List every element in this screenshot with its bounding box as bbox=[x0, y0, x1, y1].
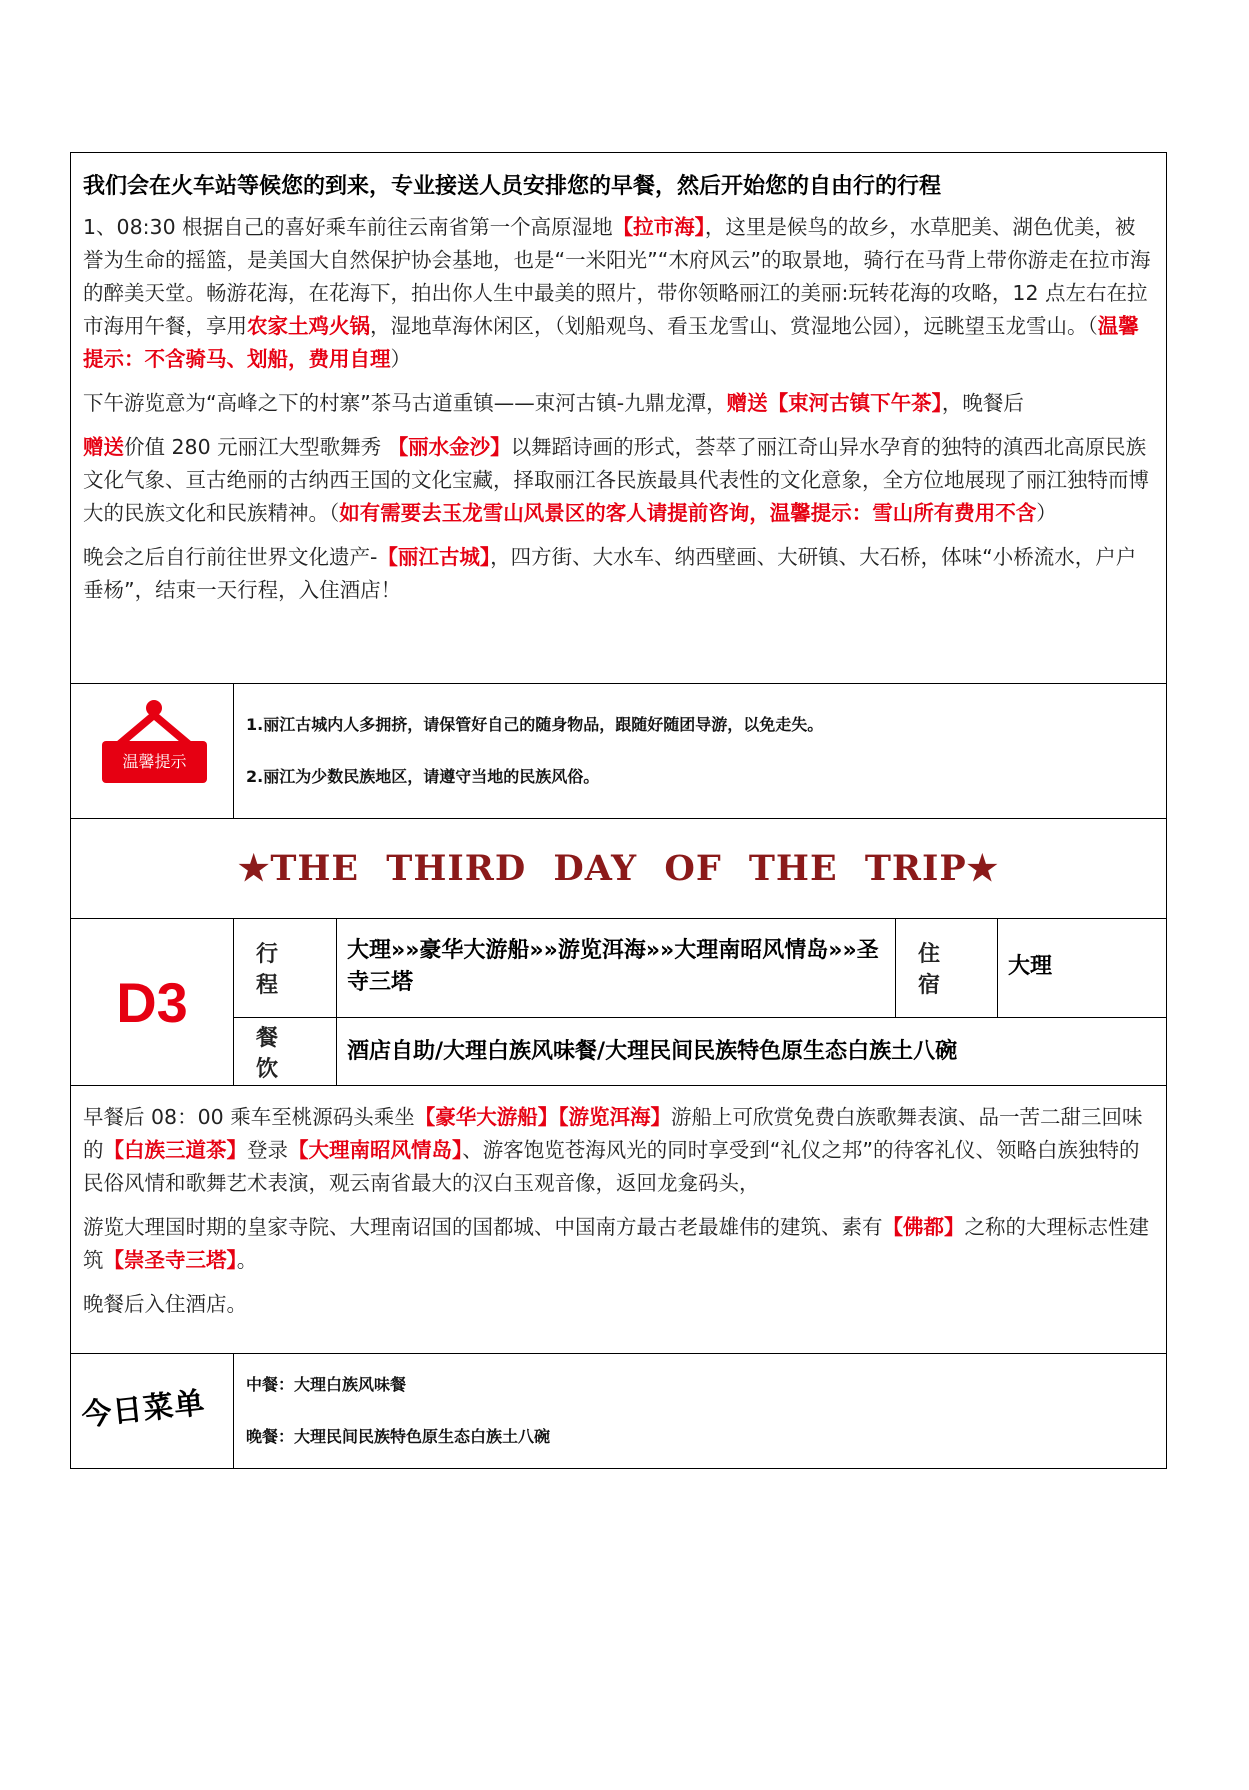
highlight-snow-mountain: 如有需要去玉龙雪山风景区的客人请提前咨询，温馨提示：雪山所有费用不含 bbox=[339, 501, 1037, 525]
meal-label: 餐饮 bbox=[234, 1018, 337, 1085]
highlight-island: 【大理南昭风情岛】 bbox=[288, 1138, 463, 1162]
itinerary-table bbox=[70, 152, 1167, 1469]
highlight-three-pagodas: 【崇圣寺三塔】 bbox=[103, 1248, 237, 1272]
menu-lunch: 中餐：大理白族风味餐 bbox=[246, 1375, 407, 1394]
schedule-details bbox=[234, 919, 1166, 1085]
highlight-tip: 温馨提示：不含骑马、划船，费用自理 bbox=[83, 314, 1139, 371]
menu-content bbox=[234, 1354, 1166, 1468]
schedule-table bbox=[71, 918, 1166, 1085]
day-number: D3 bbox=[116, 970, 188, 1034]
highlight-gift: 赠送 bbox=[83, 435, 124, 459]
desc-paragraph-2: 游览大理国时期的皇家寺院、大理南诏国的国都城、中国南方最古老最雄伟的建筑、素有【佛都】之称的大理标志性建筑【崇圣寺三塔】。 bbox=[83, 1215, 1149, 1272]
highlight-show: 【丽水金沙】 bbox=[387, 435, 511, 459]
stay-label: 住宿 bbox=[896, 919, 998, 1017]
menu-title: 今日菜单 bbox=[79, 1385, 207, 1434]
meal-row bbox=[234, 1018, 1166, 1085]
tips-content bbox=[234, 684, 1166, 818]
highlight-old-town: 【丽江古城】 bbox=[377, 545, 491, 569]
tip-line-1: 1.丽江古城内人多拥挤，请保管好自己的随身物品，跟随好随团导游，以免走失。 bbox=[246, 715, 824, 734]
menu-dinner: 晚餐：大理民间民族特色原生态白族土八碗 bbox=[246, 1427, 551, 1446]
desc-paragraph-3: 晚餐后入住酒店。 bbox=[83, 1292, 247, 1316]
banner-title: ★THE THIRD DAY OF THE TRIP★ bbox=[237, 848, 1000, 889]
intro-paragraph-1: 1、08:30 根据自己的喜好乘车前往云南省第一个高原湿地【拉市海】，这里是候鸟的故乡，水草肥美、湖色优美，被誉为生命的摇篮，是美国大自然保护协会基地，也是“一米阳光”“木府风云”的取景地，骑行在马背上带你游走在拉市海的醉美天堂。畅游花海，在花海下，拍出你人生中最美的照片，带你领略丽江的美丽:玩转花海的攻略，12 点左右在拉市海用午餐，享用农家土鸡火锅，湿地草海休闲区，（划船观鸟、看玉龙雪山、赏湿地公园），远眺望玉龙雪山。（温馨提示：不含骑马、划船，费用自理） bbox=[83, 215, 1151, 371]
warm-tip-sign-icon bbox=[71, 684, 234, 818]
day-number-cell bbox=[71, 919, 234, 1085]
menu-section bbox=[71, 1353, 1166, 1468]
menu-title-cell bbox=[71, 1354, 234, 1468]
desc-paragraph-1: 早餐后 08：00 乘车至桃源码头乘坐【豪华大游船】【游览洱海】游船上可欣赏免费白族歌舞表演、品一苦二甜三回味的【白族三道茶】登录【大理南昭风情岛】、游客饱览苍海风光的同时享受到“礼仪之邦”的待客礼仪、领略白族独特的民俗风情和歌舞艺术表演，观云南省最大的汉白玉观音像，返回龙龛码头， bbox=[83, 1105, 1143, 1195]
intro-paragraph-2: 下午游览意为“高峰之下的村寨”茶马古道重镇——束河古镇-九鼎龙潭，赠送【束河古镇下午茶】，晚餐后 bbox=[83, 391, 1024, 415]
day-banner bbox=[71, 818, 1166, 918]
highlight-three-tea: 【白族三道茶】 bbox=[103, 1138, 247, 1162]
route-row bbox=[234, 919, 1166, 1018]
tip-line-2: 2.丽江为少数民族地区，请遵守当地的民族风俗。 bbox=[246, 767, 600, 786]
highlight-tea: 赠送【束河古镇下午茶】 bbox=[726, 391, 942, 415]
highlight-lashihai: 【拉市海】 bbox=[612, 215, 705, 239]
route-label: 行程 bbox=[234, 919, 337, 1017]
highlight-hotpot: 农家土鸡火锅 bbox=[247, 314, 370, 338]
intro-heading: 我们会在火车站等候您的到来，专业接送人员安排您的早餐，然后开始您的自由行的行程 bbox=[83, 174, 942, 199]
day3-description bbox=[71, 1085, 1166, 1353]
meal-value: 酒店自助/大理白族风味餐/大理民间民族特色原生态白族土八碗 bbox=[347, 1038, 958, 1064]
intro-paragraph-3: 赠送价值 280 元丽江大型歌舞秀 【丽水金沙】以舞蹈诗画的形式，荟萃了丽江奇山异水孕育的独特的滇西北高原民族文化气象、亘古绝丽的古纳西王国的文化宝藏，择取丽江各民族最具代表性的文化意象，全方位地展现了丽江独特而博大的民族文化和民族精神。（如有需要去玉龙雪山风景区的客人请提前咨询，温馨提示：雪山所有费用不含） bbox=[83, 435, 1149, 525]
day-intro-section bbox=[71, 153, 1166, 683]
route-value: 大理»»豪华大游船»»游览洱海»»大理南昭风情岛»»圣寺三塔 bbox=[337, 919, 896, 1017]
intro-paragraph-4: 晚会之后自行前往世界文化遗产-【丽江古城】，四方街、大水车、纳西壁画、大研镇、大石桥，体味“小桥流水，户户垂杨”，结束一天行程，入住酒店！ bbox=[83, 545, 1137, 602]
stay-value: 大理 bbox=[1008, 954, 1053, 979]
tips-section bbox=[71, 683, 1166, 818]
highlight-fodu: 【佛都】 bbox=[882, 1215, 965, 1239]
warm-tip-badge: 温馨提示 bbox=[102, 741, 207, 783]
hanging-sign-icon bbox=[102, 698, 207, 744]
highlight-cruise: 【豪华大游船】【游览洱海】 bbox=[414, 1105, 671, 1129]
